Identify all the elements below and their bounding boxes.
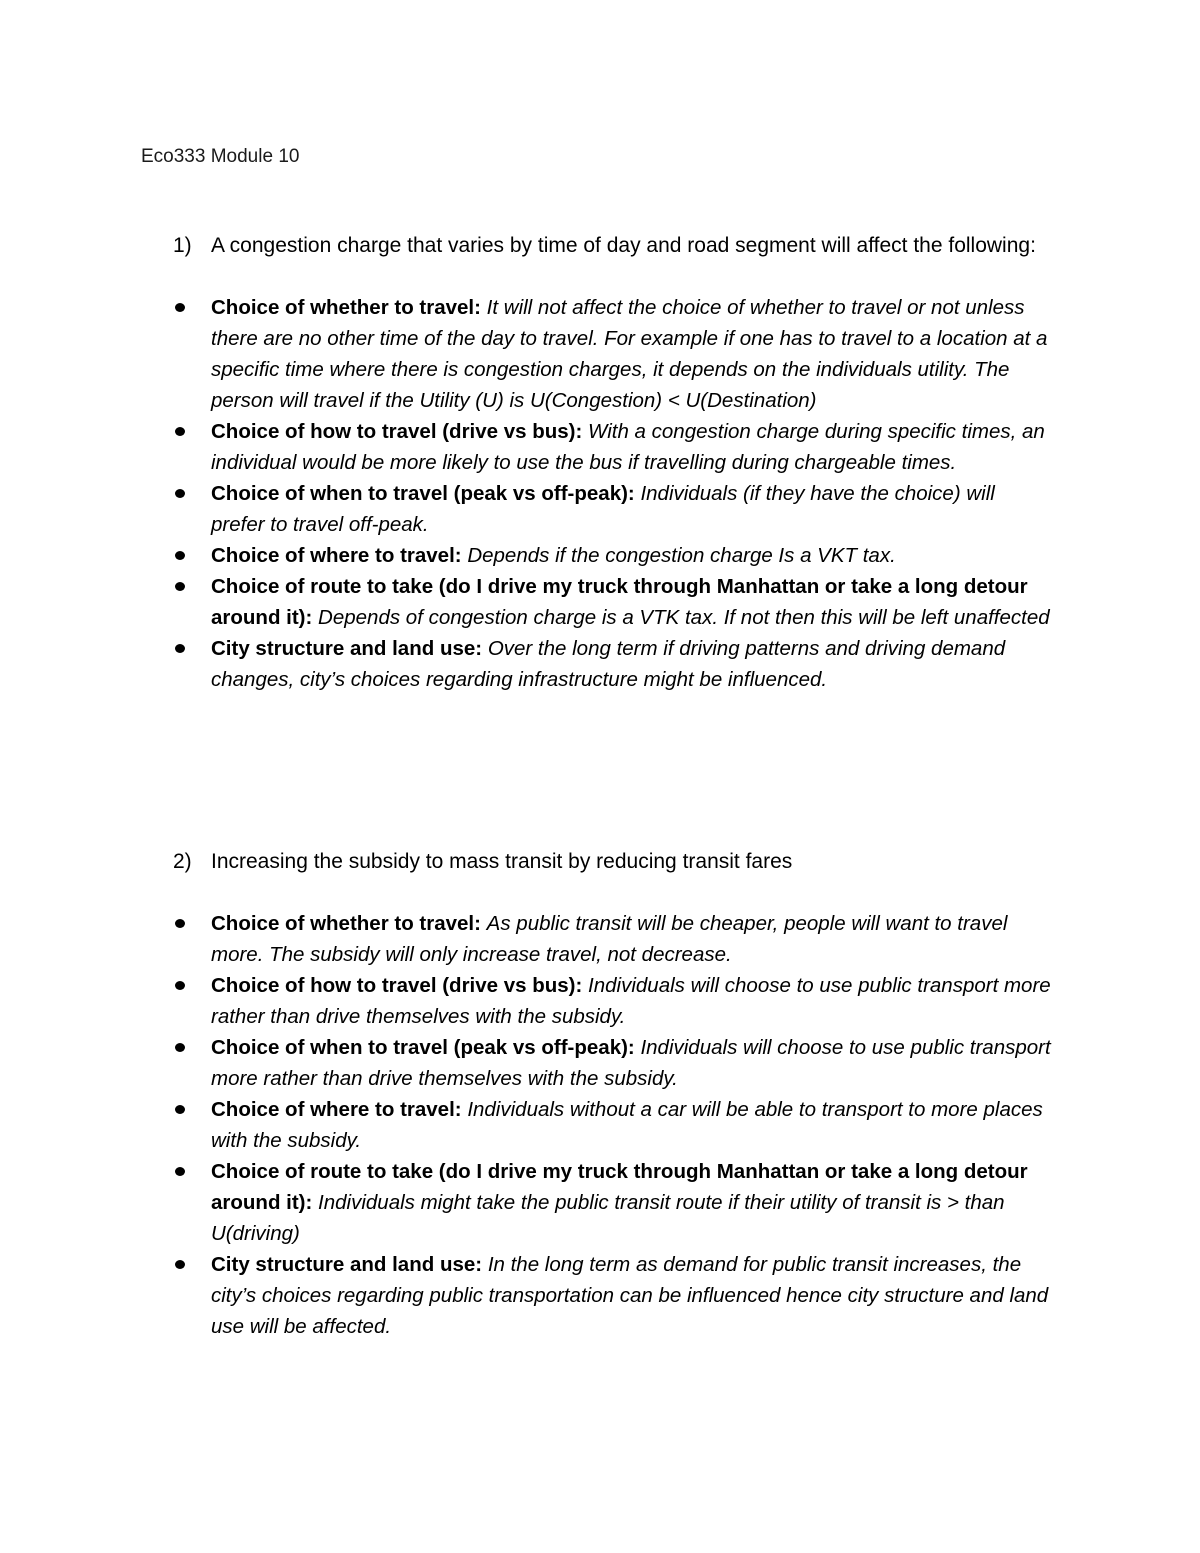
list-item [0,292,1051,416]
document-title: Eco333 Module 10 [141,146,300,167]
list-item [0,1156,1051,1249]
list-item [0,633,1051,695]
item-label: Choice of route to take (do I drive my truck through Manhattan or take a long detour around it): [211,575,1028,629]
item-label: City structure and land use: [211,637,483,660]
bullet-icon [175,303,185,312]
item-text: Depends of congestion charge is a VTK tax. If not then this will be left unaffected [318,606,1050,629]
item-label: Choice of how to travel (drive vs bus): [211,420,583,443]
item-text: Individuals will choose to use public transport more rather than drive themselves with the subsidy. [211,974,1051,1028]
bullet-icon [175,582,185,591]
bullet-icon [175,1167,185,1176]
item-text: With a congestion charge during specific times, an individual would be more likely to use the bus if travelling during chargeable times. [211,420,1045,474]
item-text: In the long term as demand for public transit increases, the city’s choices regarding public transportation can be influenced hence city structure and land use will be affected. [211,1253,1049,1338]
section-2-heading-text: Increasing the subsidy to mass transit by reducing transit fares [211,850,793,873]
bullet-icon [175,1260,185,1269]
list-item [0,416,1051,478]
section-1-heading-text: A congestion charge that varies by time of day and road segment will affect the following: [211,234,1036,257]
item-label: Choice of how to travel (drive vs bus): [211,974,583,997]
list-item [0,540,1051,571]
section-2 [0,846,1200,1342]
list-item [0,1032,1051,1094]
item-label: Choice of whether to travel: [211,296,481,319]
item-text: It will not affect the choice of whether to travel or not unless there are no other time of the day to travel. For example if one has to travel to a location at a specific time where there is congestion charges, it depends on the individuals utility. The person will travel if the Utility (U) is U(Congestion) < U(Destination) [211,296,1048,412]
item-text: Individuals might take the public transit route if their utility of transit is > than U(driving) [211,1191,1005,1245]
list-item [0,970,1051,1032]
bullet-icon [175,1043,185,1052]
item-label: Choice of whether to travel: [211,912,481,935]
bullet-icon [175,427,185,436]
section-2-number: 2) [173,850,192,873]
bullet-icon [175,489,185,498]
list-item [0,908,1051,970]
item-label: Choice of where to travel: [211,1098,462,1121]
bullet-icon [175,981,185,990]
bullet-icon [175,1105,185,1114]
item-label: Choice of when to travel (peak vs off-peak): [211,482,635,505]
item-text: Individuals (if they have the choice) will prefer to travel off-peak. [211,482,995,536]
item-text: Individuals will choose to use public transport more rather than drive themselves with the subsidy. [211,1036,1051,1090]
bullet-icon [175,644,185,653]
item-text: Individuals without a car will be able to transport to more places with the subsidy. [211,1098,1043,1152]
section-1-heading [0,230,1041,261]
section-1-number: 1) [173,234,192,257]
item-text: As public transit will be cheaper, people will want to travel more. The subsidy will only increase travel, not decrease. [211,912,1008,966]
item-label: Choice of when to travel (peak vs off-peak): [211,1036,635,1059]
item-text: Depends if the congestion charge Is a VKT tax. [467,544,896,567]
item-label: Choice of where to travel: [211,544,462,567]
bullet-icon [175,919,185,928]
section-2-list [0,908,1200,1342]
item-label: City structure and land use: [211,1253,483,1276]
item-text: Over the long term if driving patterns and driving demand changes, city’s choices regarding infrastructure might be influenced. [211,637,1006,691]
section-1 [0,230,1200,695]
section-2-heading [0,846,1041,877]
list-item [0,478,1051,540]
section-1-list [0,292,1200,695]
list-item [0,1249,1051,1342]
list-item [0,571,1051,633]
bullet-icon [175,551,185,560]
list-item [0,1094,1051,1156]
item-label: Choice of route to take (do I drive my truck through Manhattan or take a long detour around it): [211,1160,1028,1214]
